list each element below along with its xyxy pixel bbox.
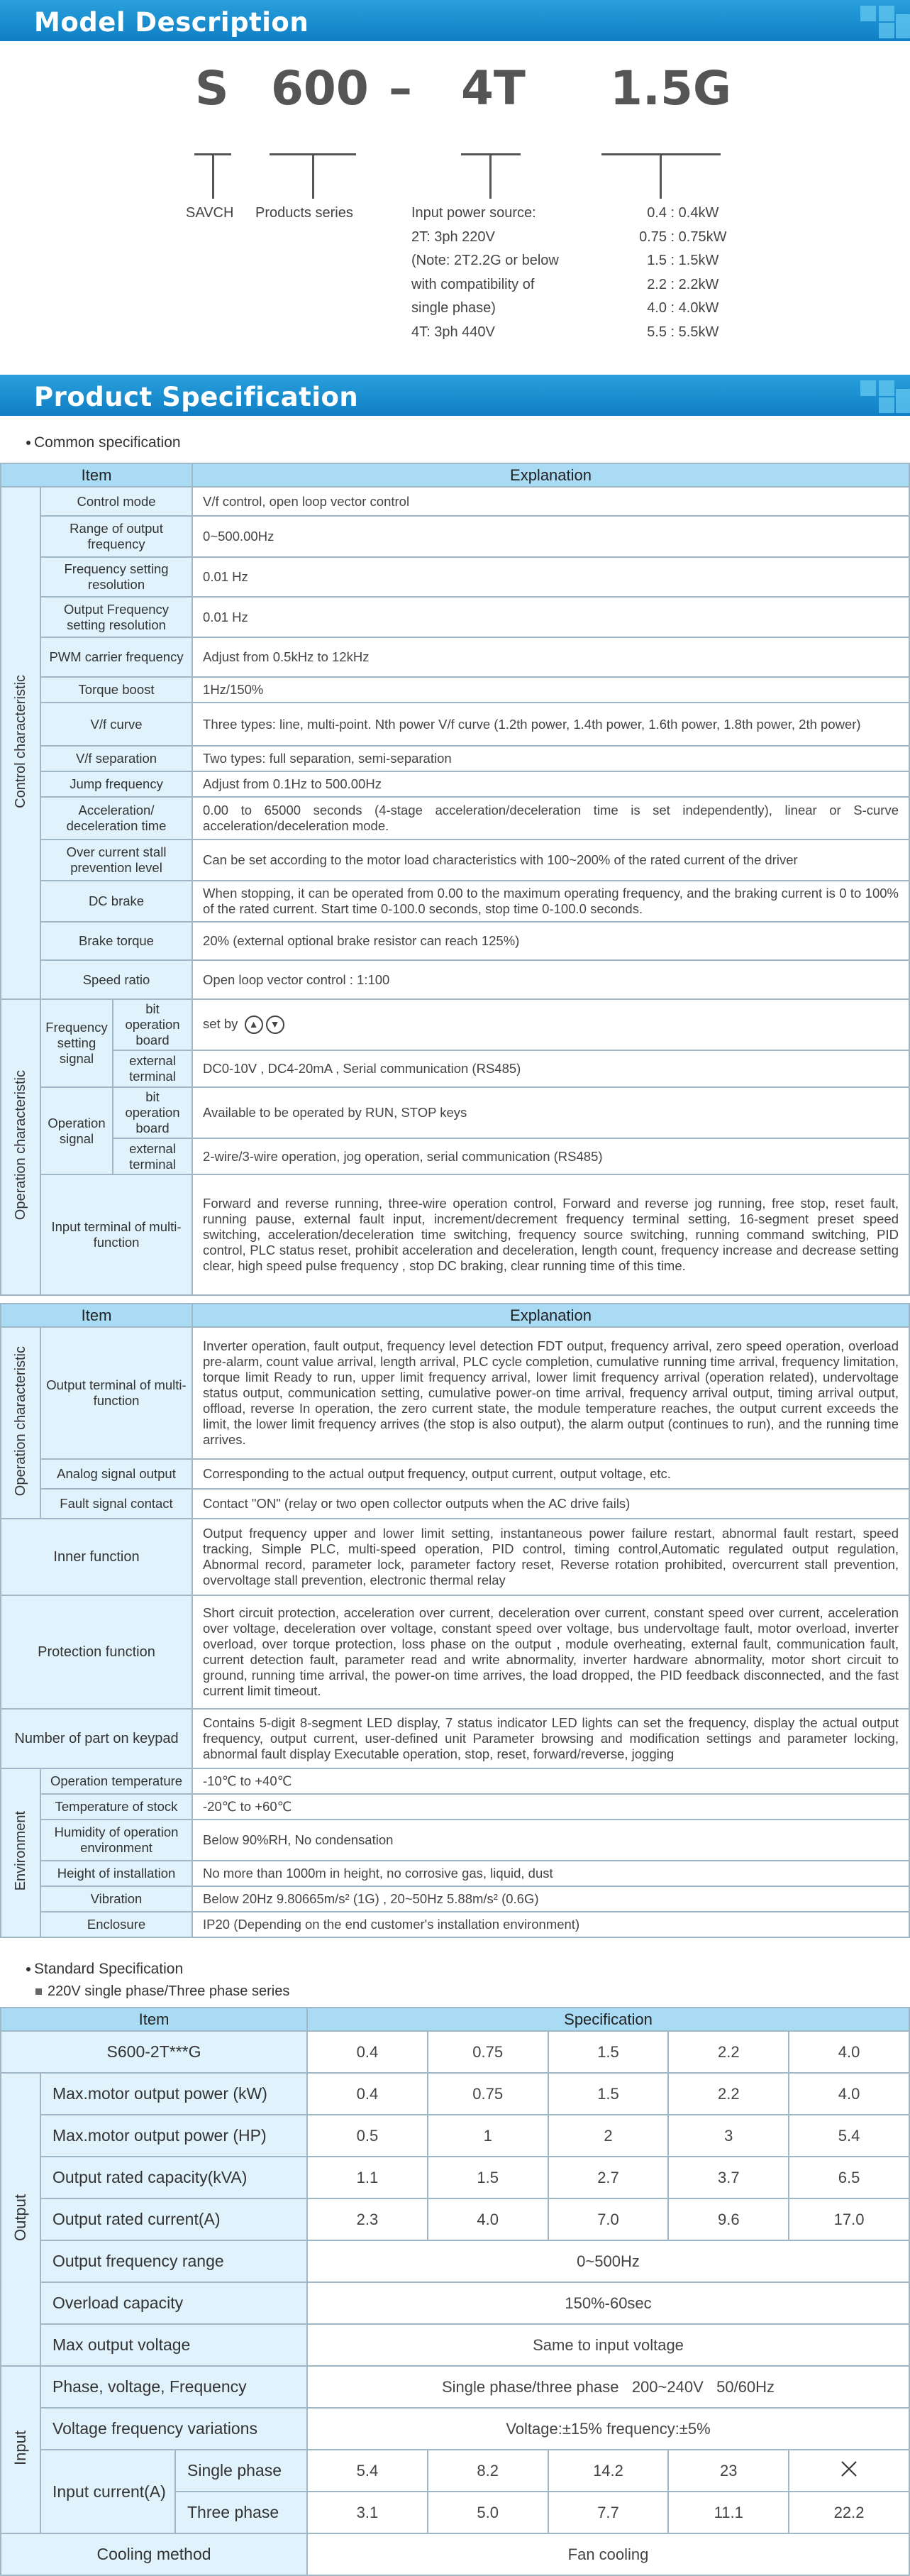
row-item: Torque boost xyxy=(40,677,192,703)
model-description-title: Model Description xyxy=(34,7,309,38)
row-explanation: Contact "ON" (relay or two open collector outputs when the AC drive fails) xyxy=(192,1489,909,1519)
row-item: PWM carrier frequency xyxy=(40,637,192,677)
row-explanation: Below 90%RH, No condensation xyxy=(192,1820,909,1861)
spec-row-label: Three phase xyxy=(175,2492,307,2533)
code-power: 1.5G xyxy=(610,61,732,116)
spec-row-label: Single phase xyxy=(175,2450,307,2492)
row-explanation: DC0-10V , DC4-20mA , Serial communication (RS485) xyxy=(192,1050,909,1087)
spec-row-label: Overload capacity xyxy=(40,2282,307,2324)
row-item: Control mode xyxy=(40,487,192,516)
series-label: 220V single phase/Three phase series xyxy=(0,1983,910,2000)
row-explanation: 0.01 Hz xyxy=(192,557,909,597)
spec-row-label: Phase, voltage, Frequency xyxy=(40,2366,307,2408)
spec-cell: 2.3 xyxy=(307,2198,428,2240)
row-item: Range of output frequency xyxy=(40,516,192,557)
header-explanation: Explanation xyxy=(192,463,909,487)
row-item: Over current stall prevention level xyxy=(40,840,192,881)
model-description xyxy=(0,41,910,375)
product-spec-banner xyxy=(0,375,910,416)
code-s: S xyxy=(195,61,229,116)
row-explanation: Adjust from 0.1Hz to 500.00Hz xyxy=(192,771,909,797)
spec-cell: 1.5 xyxy=(428,2157,548,2198)
model-cell: 4.0 xyxy=(789,2031,909,2073)
row-item: V/f curve xyxy=(40,703,192,746)
up-arrow-icon: ▲ xyxy=(245,1015,263,1034)
spec-row-label: Output rated capacity(kVA) xyxy=(40,2157,307,2198)
banner-decoration xyxy=(853,0,910,41)
row-explanation: Output frequency upper and lower limit setting, instantaneous power failure restart, abnormal fault restart, speed tracking, Simple PLC, multi-speed operation, PID control, timing control,Automatic regulated output regulation, Abnormal record, parameter lock, parameter factory reset, Reverse rotation prohibited, overcurrent stall prevention, overvoltage stall prevention, electronic thermal relay xyxy=(192,1519,909,1595)
row-explanation: 2-wire/3-wire operation, jog operation, serial communication (RS485) xyxy=(192,1138,909,1174)
spec-cell: 6.5 xyxy=(789,2157,909,2198)
spec-cell: 1.5 xyxy=(548,2073,669,2115)
row-explanation: Forward and reverse running, three-wire operation control, Forward and reverse jog running, free stop, reset fault, running pause, external fault input, increment/decrement frequency terminal setting, 16-segment preset speed switching, acceleration/deceleration time switching, frequency source switching, running command switching, PID control, PLC status reset, prohibit acceleration and deceleration, length count, frequency increase and decrease setting clear, high speed pulse frequency , stop DC braking, clear running time of this time. xyxy=(192,1174,909,1295)
cat-environment: Environment xyxy=(1,1768,40,1937)
header-item: Item xyxy=(1,463,192,487)
row-explanation: Three types: line, multi-point. Nth power V/f curve (1.2th power, 1.4th power, 1.6th power, 1.8th power, 2th power) xyxy=(192,703,909,746)
spec-row-label: Cooling method xyxy=(1,2533,307,2575)
row-explanation: Corresponding to the actual output frequency, output current, output voltage, etc. xyxy=(192,1459,909,1489)
row-item: Frequency setting resolution xyxy=(40,557,192,597)
code-dash: – xyxy=(389,61,412,116)
cat-operation: Operation characteristic xyxy=(1,1327,40,1519)
row-item: DC brake xyxy=(40,881,192,922)
connector-line xyxy=(660,155,662,199)
spec-cell: 22.2 xyxy=(789,2492,909,2533)
spec-cell: 14.2 xyxy=(548,2450,669,2492)
row-explanation: Open loop vector control : 1:100 xyxy=(192,960,909,999)
row-explanation: -10℃ to +40℃ xyxy=(192,1768,909,1794)
spec-row-label: Voltage frequency variations xyxy=(40,2408,307,2450)
row-item: Humidity of operation environment xyxy=(40,1820,192,1861)
header-item: Item xyxy=(1,1304,192,1327)
row-explanation: -20℃ to +60℃ xyxy=(192,1794,909,1820)
row-item: bit operation board xyxy=(113,999,192,1050)
not-applicable-icon xyxy=(789,2450,909,2492)
row-explanation: set by ▲ ▼ xyxy=(192,999,909,1050)
common-spec-table xyxy=(0,463,910,1296)
row-item: Height of installation xyxy=(40,1861,192,1886)
spec-cell: 7.0 xyxy=(548,2198,669,2240)
common-spec-table-2 xyxy=(0,1303,910,1938)
row-explanation: 0.00 to 65000 seconds (4-stage acceleration/deceleration time is set independently), linear or S-curve acceleration/deceleration mode. xyxy=(192,797,909,840)
row-item: Acceleration/ deceleration time xyxy=(40,797,192,840)
spec-cell: 2.2 xyxy=(668,2073,789,2115)
row-explanation: Available to be operated by RUN, STOP keys xyxy=(192,1087,909,1138)
freq-signal-label: Frequency setting signal xyxy=(40,999,113,1087)
power-codes: 0.4 : 0.4kW 0.75 : 0.75kW 1.5 : 1.5kW 2.2 : 2.2kW 4.0 : 4.0kW 5.5 : 5.5kW xyxy=(639,205,727,340)
down-arrow-icon: ▼ xyxy=(266,1015,284,1034)
row-explanation: Contains 5-digit 8-segment LED display, 7 status indicator LED lights can set the frequency, display the actual output frequency, output current, user-defined unit Parameter browsing and modification settings and parameter locking, abnormal fault display Executable operation, stop, reset, forward/reverse, jogging xyxy=(192,1709,909,1768)
model-cell: 0.4 xyxy=(307,2031,428,2073)
connector-line xyxy=(489,155,492,199)
standard-spec-label: Standard Specification xyxy=(0,1961,910,1978)
row-item: Number of part on keypad xyxy=(1,1709,192,1768)
spec-merged-cell: 0~500Hz xyxy=(307,2240,909,2282)
input-current-label: Input current(A) xyxy=(40,2450,175,2533)
code-600: 600 xyxy=(271,61,369,116)
row-explanation: 0.01 Hz xyxy=(192,597,909,637)
spec-cell: 1 xyxy=(428,2115,548,2157)
row-item: Operation temperature xyxy=(40,1768,192,1794)
row-item: external terminal xyxy=(113,1050,192,1087)
spec-cell: 2 xyxy=(548,2115,669,2157)
row-item: Speed ratio xyxy=(40,960,192,999)
spec-merged-cell: Voltage:±15% frequency:±5% xyxy=(307,2408,909,2450)
spec-merged-cell: Single phase/three phase 200~240V 50/60Hz xyxy=(307,2366,909,2408)
row-explanation: Two types: full separation, semi-separation xyxy=(192,746,909,771)
spec-cell: 1.1 xyxy=(307,2157,428,2198)
model-cell: 1.5 xyxy=(548,2031,669,2073)
spec-row-label: Max output voltage xyxy=(40,2324,307,2366)
spec-cell: 4.0 xyxy=(789,2073,909,2115)
spec-merged-cell: Same to input voltage xyxy=(307,2324,909,2366)
row-explanation: Inverter operation, fault output, frequency level detection FDT output, frequency arrival, zero speed operation, overload pre-alarm, count value arrival, length arrival, PLC cycle completion, cumulative running time arrival, frequency limitation, torque limit Ready to run, upper limit frequency arrival, lower limit frequency arrival (operation related), undervoltage status output, communication setting, cumulative power-on time arrival, frequency arrival output, timing arrival output, offload, reverse In operation, the zero current state, the module temperature reaches, the output current exceeds the limit, the lower limit frequency arrives (the stop is also output), the alarm output (continues to run), and the running time arrives. xyxy=(192,1327,909,1459)
header-specification: Specification xyxy=(307,2008,909,2031)
spec-cell: 5.4 xyxy=(789,2115,909,2157)
row-item: Protection function xyxy=(1,1595,192,1709)
row-item: Inner function xyxy=(1,1519,192,1595)
cat-input: Input xyxy=(1,2366,40,2533)
row-explanation: Adjust from 0.5kHz to 12kHz xyxy=(192,637,909,677)
row-item: Fault signal contact xyxy=(40,1489,192,1519)
header-explanation: Explanation xyxy=(192,1304,909,1327)
row-explanation: 0~500.00Hz xyxy=(192,516,909,557)
spec-cell: 5.4 xyxy=(307,2450,428,2492)
spec-cell: 7.7 xyxy=(548,2492,669,2533)
row-explanation: Short circuit protection, acceleration over current, deceleration over current, constant speed over current, acceleration over voltage, deceleration over voltage, constant speed over voltage, bus undervoltage fault, motor overload, inverter overload, over torque protection, loss phase on the output , module overheating, external fault, communication fault, current detection fault, parameter read and write abnormality, inverter hardware abnormality, motor short circuit to ground, running time arrival, the power-on time arrives, the load dropped, the PID feedback disconnected, and the fast current limit timeout. xyxy=(192,1595,909,1709)
spec-row-label: Output frequency range xyxy=(40,2240,307,2282)
row-explanation: No more than 1000m in height, no corrosive gas, liquid, dust xyxy=(192,1861,909,1886)
row-item: Output terminal of multi-function xyxy=(40,1327,192,1459)
label-savch: SAVCH xyxy=(186,205,234,221)
row-item: Jump frequency xyxy=(40,771,192,797)
row-item: Output Frequency setting resolution xyxy=(40,597,192,637)
row-item: Enclosure xyxy=(40,1912,192,1937)
model-label: S600-2T***G xyxy=(1,2031,307,2073)
row-item: bit operation board xyxy=(113,1087,192,1138)
spec-cell: 0.4 xyxy=(307,2073,428,2115)
row-explanation: IP20 (Depending on the end customer's installation environment) xyxy=(192,1912,909,1937)
spec-cell: 5.0 xyxy=(428,2492,548,2533)
model-cell: 0.75 xyxy=(428,2031,548,2073)
spec-cell: 3.7 xyxy=(668,2157,789,2198)
standard-spec-table xyxy=(0,2007,910,2576)
connector-line xyxy=(212,155,214,199)
header-item: Item xyxy=(1,2008,307,2031)
row-explanation: 1Hz/150% xyxy=(192,677,909,703)
row-explanation: V/f control, open loop vector control xyxy=(192,487,909,516)
row-item: V/f separation xyxy=(40,746,192,771)
row-item: Vibration xyxy=(40,1886,192,1912)
spec-merged-cell: 150%-60sec xyxy=(307,2282,909,2324)
label-products-series: Products series xyxy=(255,205,353,221)
common-spec-label: Common specification xyxy=(0,434,910,451)
row-explanation: Can be set according to the motor load characteristics with 100~200% of the rated current of the driver xyxy=(192,840,909,881)
spec-row-label: Max.motor output power (kW) xyxy=(40,2073,307,2115)
product-spec-title: Product Specification xyxy=(34,382,359,412)
spec-cell: 0.5 xyxy=(307,2115,428,2157)
cat-output: Output xyxy=(1,2073,40,2366)
row-explanation: 20% (external optional brake resistor can reach 125%) xyxy=(192,922,909,960)
spec-cell: 3.1 xyxy=(307,2492,428,2533)
connector-line xyxy=(312,155,314,199)
spec-cell: 23 xyxy=(668,2450,789,2492)
spec-row-label: Max.motor output power (HP) xyxy=(40,2115,307,2157)
row-item: Input terminal of multi-function xyxy=(40,1174,192,1295)
cat-control: Control characteristic xyxy=(1,487,40,999)
model-description-banner xyxy=(0,0,910,41)
spec-cell: 2.7 xyxy=(548,2157,669,2198)
op-signal-label: Operation signal xyxy=(40,1087,113,1174)
code-4t: 4T xyxy=(461,61,526,116)
spec-cell: 17.0 xyxy=(789,2198,909,2240)
spec-row-label: Output rated current(A) xyxy=(40,2198,307,2240)
input-power-source: Input power source: 2T: 3ph 220V (Note: 2T2.2G or below with compatibility of single phase) 4T: 3ph 440V xyxy=(411,205,559,340)
row-explanation: Below 20Hz 9.80665m/s² (1G) , 20~50Hz 5.88m/s² (0.6G) xyxy=(192,1886,909,1912)
spec-cell: 9.6 xyxy=(668,2198,789,2240)
row-item: Brake torque xyxy=(40,922,192,960)
spec-cell: 0.75 xyxy=(428,2073,548,2115)
spec-merged-cell: Fan cooling xyxy=(307,2533,909,2575)
spec-cell: 8.2 xyxy=(428,2450,548,2492)
row-explanation: When stopping, it can be operated from 0.00 to the maximum operating frequency, and the braking current is 0 to 100% of the rated current. Start time 0-100.0 seconds, stop time 0-100.0 seconds. xyxy=(192,881,909,922)
spec-cell: 3 xyxy=(668,2115,789,2157)
banner-decoration xyxy=(853,375,910,416)
row-item: Analog signal output xyxy=(40,1459,192,1489)
spec-cell: 4.0 xyxy=(428,2198,548,2240)
row-item: external terminal xyxy=(113,1138,192,1174)
model-cell: 2.2 xyxy=(668,2031,789,2073)
cat-operation: Operation characteristic xyxy=(1,999,40,1295)
spec-cell: 11.1 xyxy=(668,2492,789,2533)
row-item: Temperature of stock xyxy=(40,1794,192,1820)
